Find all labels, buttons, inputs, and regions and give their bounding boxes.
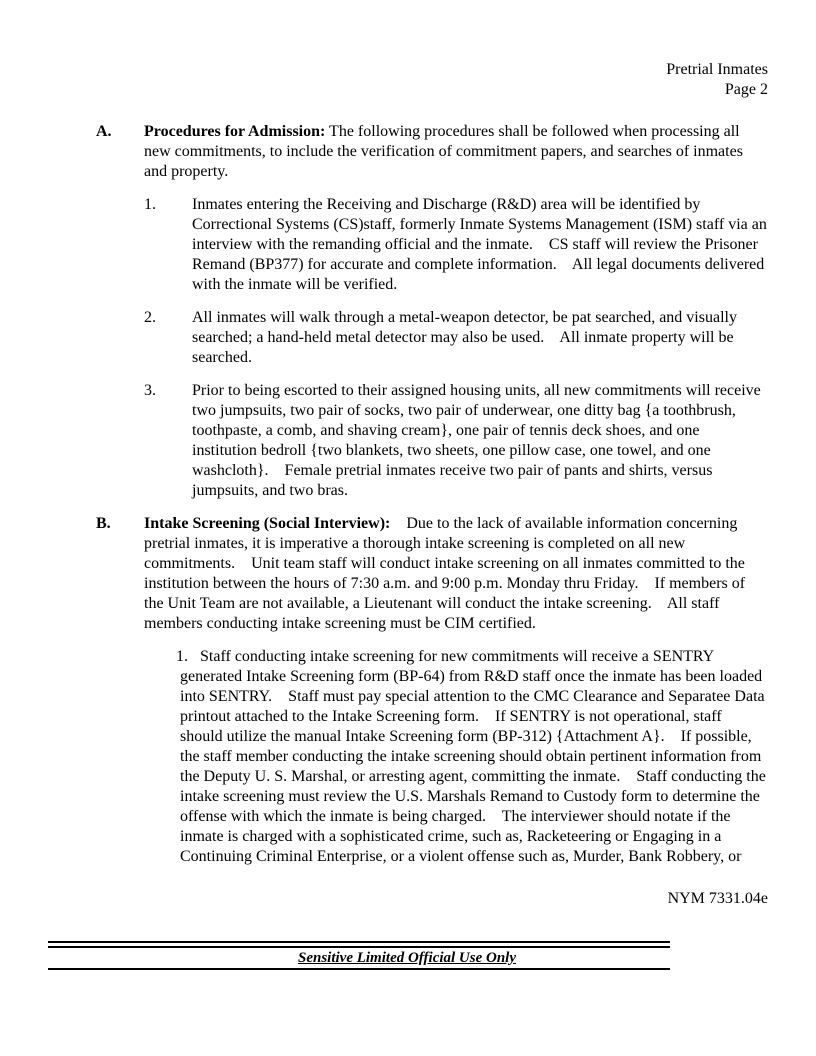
item-number: 1. — [176, 648, 188, 665]
footer-rule-top — [48, 941, 670, 948]
section-a-item-2 — [144, 308, 768, 368]
section-b-title: Intake Screening (Social Interview): — [144, 515, 391, 532]
section-a-title: Procedures for Admission: — [144, 123, 326, 140]
classification-text: Sensitive Limited Official Use Only — [297, 950, 517, 966]
section-b-paragraph — [96, 514, 768, 634]
section-b-body: Due to the lack of available information concerning pretrial inmates, it is imperative a thorough intake screening is completed on all new commitments. Unit team staff will conduct intake screening on all inmates committed to the institution between the hours of 7:30 a.m. and 9:00 p.m. Monday thru Friday. If members of the Unit Team are not available, a Lieutenant will conduct the intake screening. All staff members conducting intake screening must be CIM certified. — [144, 515, 750, 632]
footer-rule-bottom — [48, 968, 670, 970]
section-a-paragraph — [96, 122, 768, 182]
item-text: Staff conducting intake screening for new commitments will receive a SENTRY generated Intake Screening form (BP-64) from R&D staff once the inmate has been loaded into SENTRY. Staff must pay special attention to the CMC Clearance and Separatee Data printout attached to the Intake Screening form. If SENTRY is not operational, staff should utilize the manual Intake Screening form (BP-312) {Attachment A}. If possible, the staff member conducting the intake screening should obtain pertinent information from the Deputy U. S. Marshal, or arresting agent, committing the inmate. Staff conducting the intake screening must review the U.S. Marshals Remand to Custody form to determine the offense with which the inmate is being charged. The interviewer should notate if the inmate is charged with a sophisticated crime, such as, Racketeering or Engaging in a Continuing Criminal Enterprise, or a violent offense such as, Murder, Bank Robbery, or — [180, 648, 770, 865]
header-doc-title: Pretrial Inmates — [666, 61, 768, 78]
doc-number: NYM 7331.04e — [667, 890, 768, 907]
item-text: All inmates will walk through a metal-weapon detector, be pat searched, and visually searched; a hand-held metal detector may also be used. All inmate property will be searched. — [192, 309, 741, 366]
classification-line — [48, 948, 670, 968]
item-text: Inmates entering the Receiving and Discharge (R&D) area will be identified by Correctional Systems (CS)staff, formerly Inmate Systems Management (ISM) staff via an interview with the remanding official and the inmate. CS staff will review the Prisoner Remand (BP377) for accurate and complete information. All legal documents delivered with the inmate will be verified. — [192, 196, 771, 293]
header-page-number: Page 2 — [724, 81, 768, 98]
section-a-body: The following procedures shall be followed when processing all new commitments, to include the verification of commitment papers, and searches of inmates and property. — [144, 123, 747, 180]
item-number: 1. — [144, 196, 156, 213]
section-a-item-1 — [144, 195, 771, 295]
item-number: 2. — [144, 309, 156, 326]
section-a-item-3 — [144, 381, 768, 501]
section-b-item-1 — [176, 647, 770, 867]
page-header — [96, 60, 768, 100]
section-a-letter: A. — [96, 123, 112, 140]
item-text: Prior to being escorted to their assigned housing units, all new commitments will receive two jumpsuits, two pair of socks, two pair of underwear, one ditty bag {a toothbrush, toothpaste, a comb, and shaving cream}, one pair of tennis deck shoes, and one institution bedroll {two blankets, two sheets, one pillow case, one towel, and one washcloth}. Female pretrial inmates receive two pair of pants and shirts, versus jumpsuits, and two bras. — [192, 382, 765, 499]
item-number: 3. — [144, 382, 156, 399]
section-b-letter: B. — [96, 515, 111, 532]
footer-classification-band — [48, 941, 670, 970]
